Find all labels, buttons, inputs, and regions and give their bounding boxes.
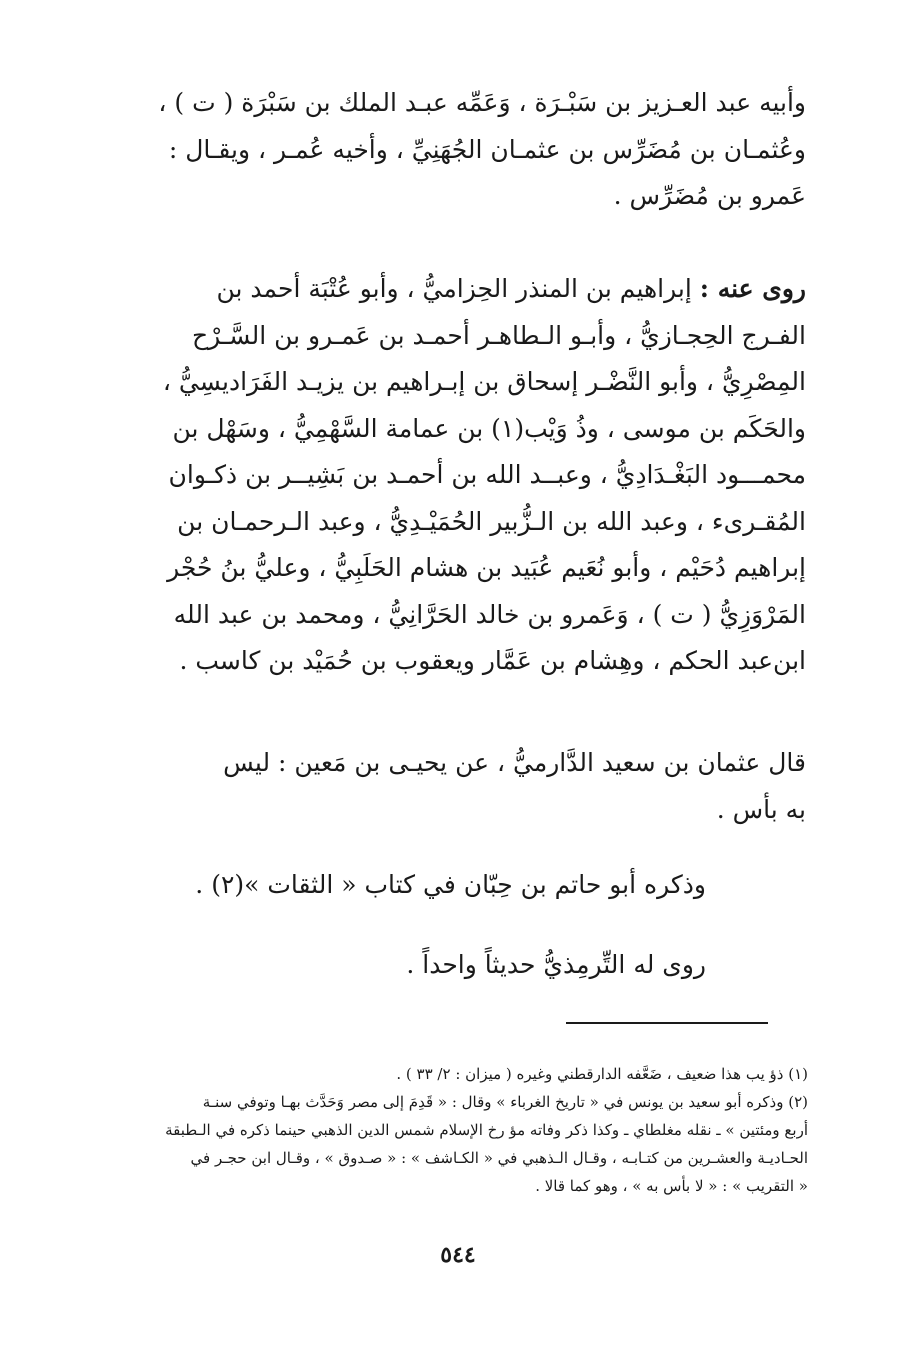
- footnote-2-line: أربع ومئتين » ـ نقله مغلطاي ـ وكذا ذكر وفاته مؤ رخ الإسلام شمس الدين الذهبي حينما ذكره في الـطبقة: [165, 1121, 808, 1139]
- paragraph-4: [106, 862, 706, 909]
- text-line: به بأس .: [716, 794, 806, 824]
- page-number: ٥٤٤: [440, 1242, 476, 1268]
- footnote-2-line: الحـاديـة والعشـرين من كتـابـه ، وقـال الـذهبي في « الكـاشف » : « صـدوق » ، وقـال ابن حجـر في: [190, 1149, 808, 1167]
- footnote-2-line: (٢) وذكره أبو سعيد بن يونس في « تاريخ الغرباء » وقال : « قَدِمَ إلى مصر وَحَدَّث بهـا وتوفي سنـة: [202, 1093, 808, 1111]
- footnote-2-line: « التقريب » : « لا بأس به » ، وهو كما قالا .: [535, 1177, 808, 1195]
- text-segment: إبراهيم بن المنذر الحِزاميُّ ، وأبو عُتْبَة أحمد بن: [216, 274, 692, 303]
- paragraph-3: [106, 740, 806, 833]
- footnotes: [108, 1060, 808, 1200]
- text-line: محمـــود البَغْـدَادِيُّ ، وعبــد الله بن أحمـد بن بَشِيــر بن ذكـوان: [168, 460, 806, 489]
- text-line: المَرْوَزِيُّ ( ت ) ، وَعَمرو بن خالد الحَرَّانِيُّ ، ومحمد بن عبد الله: [173, 599, 806, 629]
- text-line: المِصْرِيُّ ، وأبو النَّضْـر إسحاق بن إبـراهيم بن يزيـد الفَرَاديسِيُّ ،: [162, 367, 806, 396]
- narrated-from-label: روى عنه :: [699, 274, 806, 303]
- text-line: ابن‌عبد الحكم ، وهِشام بن عَمَّار ويعقوب بن حُمَيْد بن كاسب .: [179, 646, 806, 675]
- paragraph-5: [106, 942, 706, 989]
- text-line: [106, 266, 806, 313]
- text-line: روى له التِّرمِذيُّ حديثاً واحداً .: [406, 950, 706, 979]
- footnote-1: (١) ذؤ يب هذا ضعيف ، ضَعَّفه الدارقطني وغيره ( ميزان : ٢/ ٣٣ ) .: [396, 1065, 808, 1083]
- text-line: وذكره أبو حاتم بن حِبّان في كتاب « الثقات »(٢) .: [195, 870, 706, 899]
- text-line: الفـرج الحِجـازيُّ ، وأبـو الـطاهـر أحمـد بن عَمـرو بن السَّـرْح: [192, 320, 806, 350]
- text-line: إبراهيم دُحَيْم ، وأبو نُعَيم عُبَيد بن هشام الحَلَبِيُّ ، وعليُّ بنُ حُجْر: [167, 553, 806, 582]
- narrators-paragraph: [106, 266, 806, 685]
- text-line: قال عثمان بن سعيد الدَّارميُّ ، عن يحيـى بن مَعين : ليس: [223, 748, 806, 777]
- text-line: والحَكَم بن موسى ، وذُ وَيْب(١) بن عمامة السَّهْمِيُّ ، وسَهْل بن: [172, 413, 806, 443]
- footnote-separator: [566, 1022, 768, 1024]
- paragraph-1: [106, 80, 806, 220]
- text-line: المُقـرىء ، وعبد الله بن الـزُّبير الحُمَيْـدِيُّ ، وعبد الـرحمـان بن: [177, 506, 806, 536]
- text-line: عَمرو بن مُضَرِّس .: [613, 181, 806, 210]
- text-line: وعُثمـان بن مُضَرِّس بن عثمـان الجُهَنِيِّ ، وأخيه عُمـر ، ويقـال :: [168, 134, 806, 164]
- text-line: وأبيه عبد العـزيز بن سَبْـرَة ، وَعَمِّه عبـد الملك بن سَبْرَة ( ت ) ،: [158, 88, 806, 117]
